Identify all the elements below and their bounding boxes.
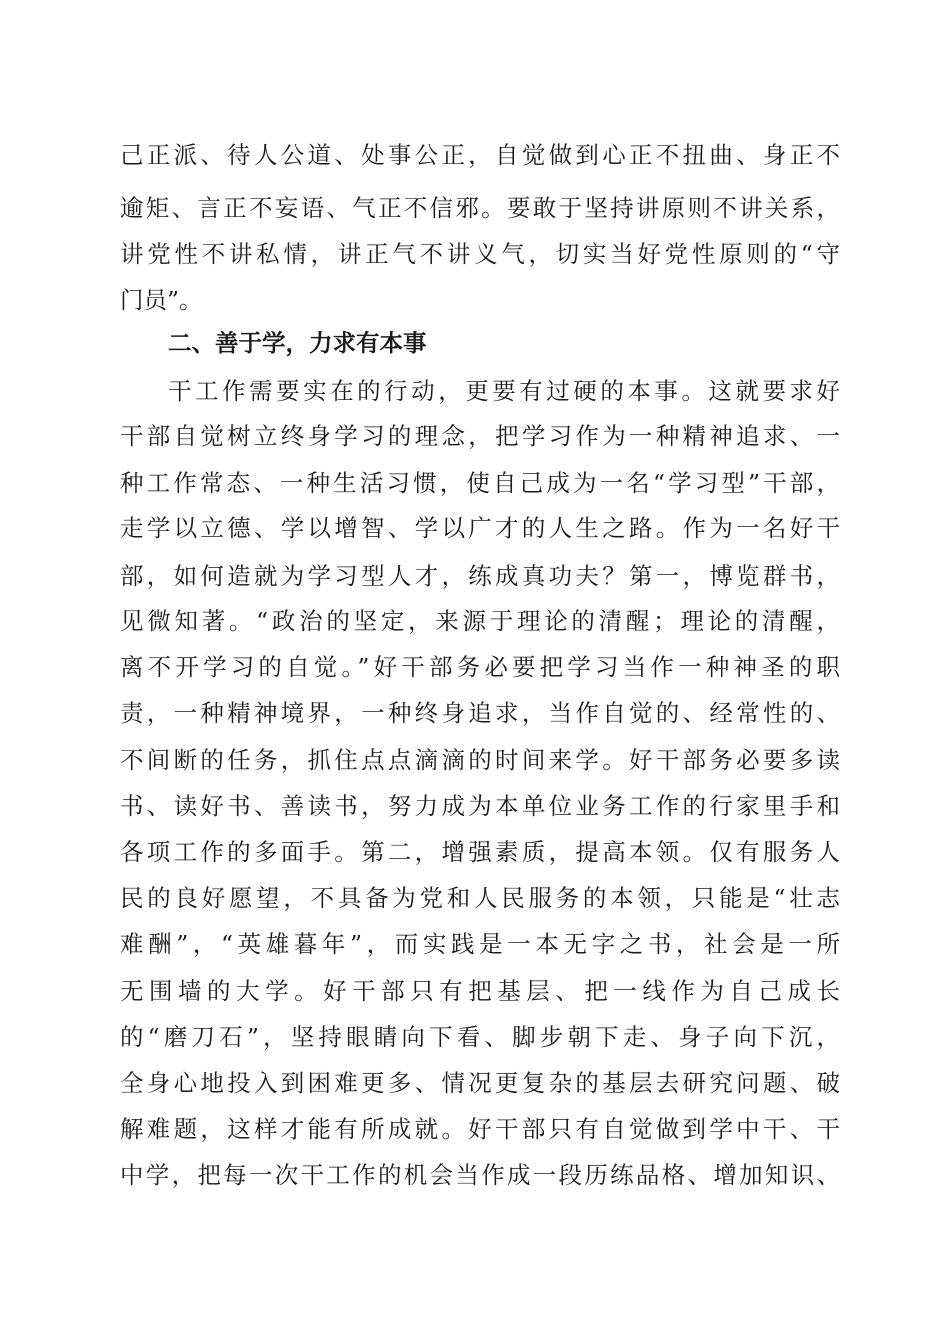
paragraph-2-line-5: 部，如何造就为学习型人才，练成真功夫？第一，博览群书， — [120, 562, 840, 590]
paragraph-2-line-7: 离不开学习的自觉。”好干部务必要把学习当作一种神圣的职 — [120, 653, 840, 681]
paragraph-2-line-8: 责，一种精神境界，一种终身追求，当作自觉的、经常性的、 — [120, 699, 840, 727]
paragraph-2-line-16: 全身心地投入到困难更多、情况更复杂的基层去研究问题、破 — [120, 1069, 840, 1097]
paragraph-2-line-12: 民的良好愿望，不具备为党和人民服务的本领，只能是“壮志 — [120, 884, 840, 912]
paragraph-2-line-10: 书、读好书、善读书，努力成为本单位业务工作的行家里手和 — [120, 792, 840, 820]
paragraph-2-line-3: 种工作常态、一种生活习惯，使自己成为一名“学习型”干部， — [120, 469, 840, 497]
paragraph-2-line-2: 干部自觉树立终身学习的理念，把学习作为一种精神追求、一 — [120, 422, 840, 450]
paragraph-2-line-11: 各项工作的多面手。第二，增强素质，提高本领。仅有服务人 — [120, 838, 840, 866]
paragraph-2-line-17: 解难题，这样才能有所成就。好干部只有自觉做到学中干、干 — [120, 1115, 840, 1143]
paragraph-2-line-4: 走学以立德、学以增智、学以广才的人生之路。作为一名好干 — [120, 514, 840, 542]
paragraph-2-line-13: 难酬”，“英雄暮年”，而实践是一本无字之书，社会是一所 — [120, 930, 840, 958]
paragraph-2-line-14: 无围墙的大学。好干部只有把基层、把一线作为自己成长 — [120, 977, 840, 1005]
paragraph-1-line-1: 己正派、待人公道、处事公正，自觉做到心正不扭曲、身正不 — [120, 141, 840, 169]
paragraph-2-line-18: 中学，把每一次干工作的机会当作成一段历练品格、增加知识、 — [120, 1161, 840, 1189]
paragraph-1-line-4: 门员”。 — [120, 286, 203, 314]
paragraph-1-line-2: 逾矩、言正不妄语、气正不信邪。要敢于坚持讲原则不讲关系， — [120, 194, 840, 222]
paragraph-1-line-3: 讲党性不讲私情，讲正气不讲义气，切实当好党性原则的“守 — [120, 240, 840, 268]
paragraph-2-line-1: 干工作需要实在的行动，更要有过硬的本事。这就要求好 — [168, 377, 840, 405]
section-heading: 二、善于学，力求有本事 — [168, 329, 427, 357]
paragraph-2-line-9: 不间断的任务，抓住点点滴滴的时间来学。好干部务必要多读 — [120, 746, 840, 774]
paragraph-2-line-6: 见微知著。“政治的坚定，来源于理论的清醒；理论的清醒， — [120, 607, 840, 635]
paragraph-2-line-15: 的“磨刀石”，坚持眼睛向下看、脚步朝下走、身子向下沉， — [120, 1023, 840, 1051]
